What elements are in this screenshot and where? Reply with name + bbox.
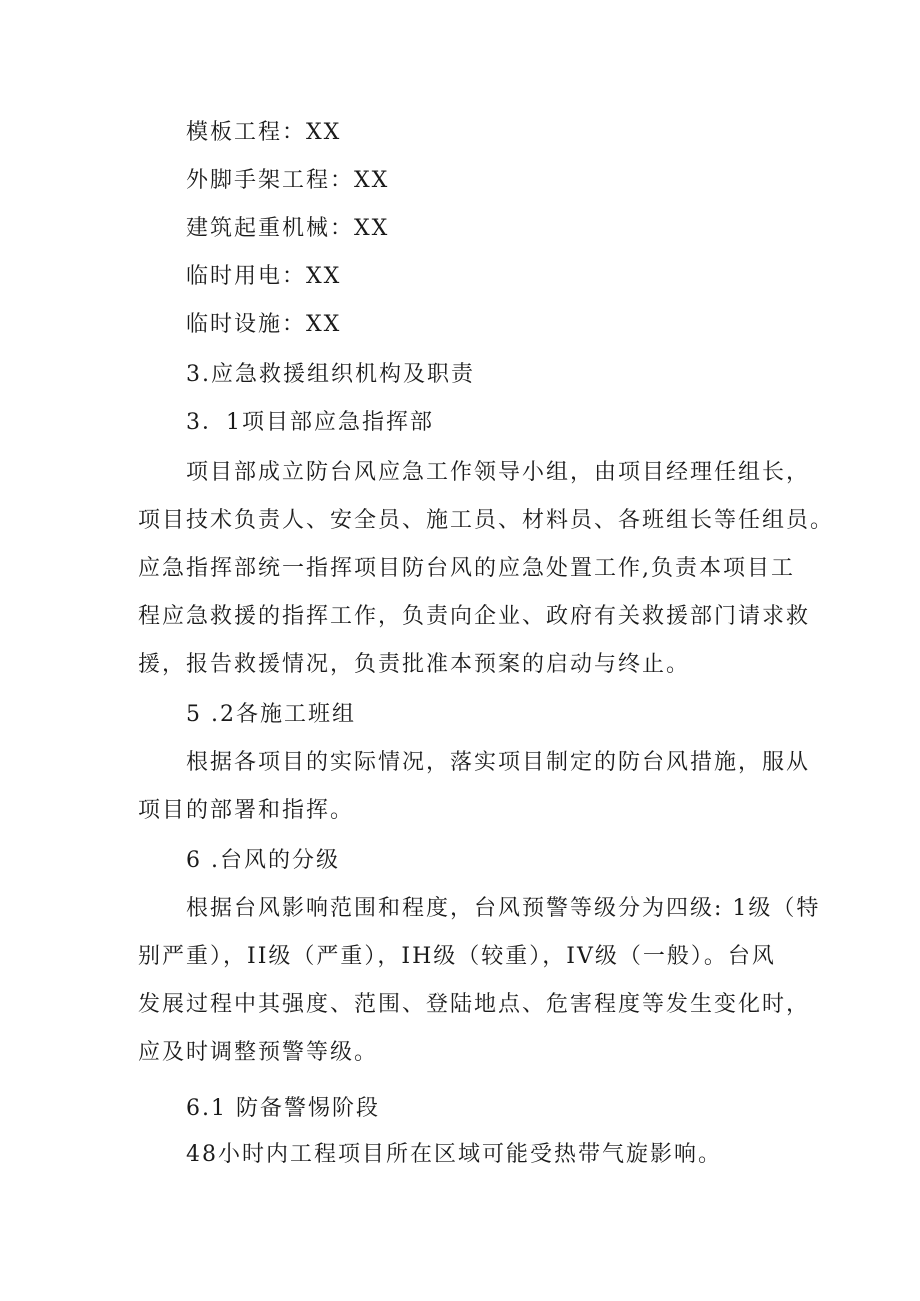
- paragraph-line: 48小时内工程项目所在区域可能受热带气旋影响。: [186, 1142, 722, 1167]
- paragraph-line: 发展过程中其强度、范围、登陆地点、危害程度等发生变化时，: [138, 992, 811, 1017]
- paragraph-line: 程应急救援的指挥工作，负责向企业、政府有关救援部门请求救: [138, 604, 811, 629]
- subsection-heading-3-1: 3．1项目部应急指挥部: [186, 410, 434, 435]
- paragraph-line: 援，报告救援情况，负责批准本预案的启动与终止。: [138, 652, 691, 677]
- paragraph-line: 根据各项目的实际情况，落实项目制定的防台风措施，服从: [186, 750, 811, 775]
- item-scaffolding: 外脚手架工程：XX: [186, 168, 390, 193]
- item-temp-power: 临时用电：XX: [186, 264, 342, 289]
- item-cranes: 建筑起重机械：XX: [186, 216, 390, 241]
- paragraph-line: 项目的部署和指挥。: [138, 798, 355, 823]
- section-heading-6: 6 .台风的分级: [186, 848, 340, 873]
- paragraph-line: 项目部成立防台风应急工作领导小组，由项目经理任组长，: [186, 460, 811, 485]
- paragraph-line: 应及时调整预警等级。: [138, 1040, 379, 1065]
- item-formwork: 模板工程：XX: [186, 120, 342, 145]
- paragraph-line: 根据台风影响范围和程度，台风预警等级分为四级: 1级（特: [186, 896, 821, 921]
- item-temp-facilities: 临时设施：XX: [186, 312, 342, 337]
- section-heading-3: 3.应急救援组织机构及职责: [186, 362, 475, 387]
- paragraph-line: 项目技术负责人、安全员、施工员、材料员、各班组长等任组员。: [138, 508, 835, 533]
- paragraph-line: 应急指挥部统一指挥项目防台风的应急处置工作,负责本项目工: [138, 556, 795, 581]
- paragraph-line: 别严重），II级（严重），IH级（较重），IV级（一般）。台风: [138, 944, 776, 969]
- subsection-heading-6-1: 6.1 防备警惕阶段: [186, 1096, 380, 1121]
- subsection-heading-5-2: 5 .2各施工班组: [186, 702, 356, 727]
